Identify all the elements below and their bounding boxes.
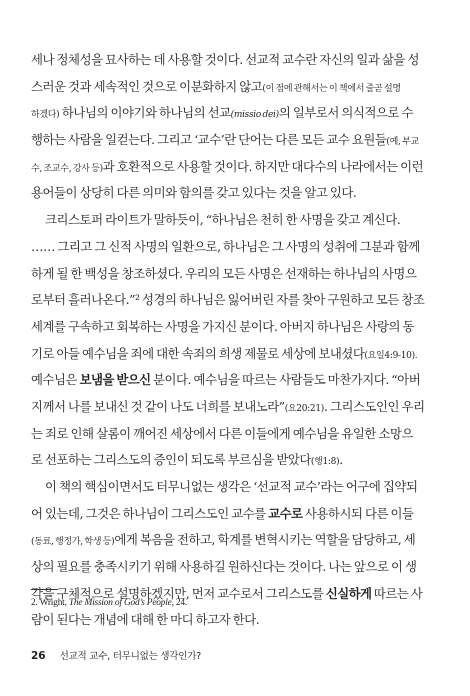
page-footer [31,648,201,662]
scripture-reference: (행1:8) [310,457,340,468]
text-line [31,527,439,554]
page-number: 26 [31,650,46,662]
footnote [31,598,187,608]
text-segment: 로 선포하는 그리스도의 증인이 되도록 부르심을 받았다 [31,452,311,468]
text-line [31,607,439,634]
footnote-divider [31,589,58,590]
text-line [31,287,439,314]
text-line [31,47,439,74]
text-segment: 어 있는데, 그것은 하나님이 그리스도인 교수를 [31,505,269,521]
text-segment: 크리스토퍼 라이트가 말하듯이, “하나님은 천히 한 사명을 갖고 계신다. [45,212,401,228]
text-segment: 예수님은 [31,372,80,388]
text-line [31,314,439,341]
parenthetical-note: (동료, 행정가, 학생 등) [31,537,115,548]
text-line [31,74,439,101]
text-segment: 과 호환적으로 사용할 것이다. 하지만 대다수의 나라에서는 이런 [102,158,424,174]
text-segment: 기로 아들 예수님을 죄에 대한 속죄의 희생 제물로 세상에 보내셨다 [31,345,365,361]
text-line [31,234,439,261]
text-segment: 는 죄로 인해 살롬이 깨어진 세상에서 다른 이들에게 예수님을 유일한 소망으 [31,425,413,441]
emphasis-text: 보냄을 받으신 [79,372,151,388]
text-line [31,367,439,394]
text-segment: . 그리스도인인 우리 [323,398,425,414]
text-segment: . [339,452,343,468]
text-line [31,341,439,368]
text-segment: 하게 될 한 백성을 창조하셨다. 우리의 모든 사명은 선재하는 하나님의 사명으 [31,265,417,281]
body-text [31,47,439,634]
footnote-suffix: , 24. [171,598,188,608]
text-segment: 행하는 사람을 일컫는다. 그리고 ‘교수’란 단어는 다른 모든 교수 요원들 [31,132,387,148]
text-segment: 상의 필요를 충족시키기 위해 사용하길 원하신다는 것이다. 나는 앞으로 이 생 [31,559,417,575]
text-line [31,261,439,288]
text-segment: 람이 된다는 개념에 대해 한 마디 하고자 한다. [31,612,260,628]
parenthetical-note: 수, 조교수, 강사 등) [31,163,103,174]
text-line [31,394,439,421]
emphasis-text: 신실하게 [325,585,372,601]
scripture-reference: (요20:21) [284,403,324,414]
text-segment: 의 일부로서 의식적으로 수 [278,105,414,121]
parenthetical-note: (예, 부교 [386,137,419,148]
emphasis-text: 교수로 [268,505,303,521]
text-line [31,154,439,181]
parenthetical-note: (이 점에 관해서는 이 책에서 줄곧 설명 [262,83,401,94]
text-segment: 세나 정체성을 묘사하는 데 사용할 것이다. 선교적 교수란 자신의 일과 삶을 성 [31,52,419,67]
text-segment: 이 책의 핵심이면서도 터무니없는 생각은 ‘선교적 교수’라는 어구에 집약되 [45,479,418,494]
text-line [31,501,439,528]
text-segment: 각을 구체적으로 설명하겠지만, 먼저 교수로서 그리스도를 [31,585,326,601]
text-segment: 하나님의 이야기와 하나님의 선교 [59,105,231,121]
text-segment: 로부터 흘러나온다.”² 성경의 하나님은 잃어버린 자를 찾아 구원하고 모든 창조 [31,292,425,308]
latin-term: (missio dei) [230,110,279,121]
text-line [31,100,439,127]
footnote-prefix: 2. Wright, [31,598,69,608]
text-line [31,474,439,501]
text-line [31,421,439,448]
text-line [31,447,439,474]
text-segment: 스러운 것과 세속적인 것으로 이분화하지 않고 [31,78,263,94]
text-line [31,207,439,234]
text-segment: 에게 복음을 전하고, 학계를 변혁시키는 역할을 담당하고, 세 [114,532,416,548]
text-line [31,554,439,581]
text-segment: 세계를 구속하고 회복하는 사명을 가지신 분이다. 아버지 하나님은 사랑의 동 [31,318,414,334]
running-title: 선교적 교수, 터무니없는 생각인가? [59,651,201,662]
text-segment: 사용하시되 다른 이들 [302,505,414,521]
text-segment: …… 그리고 그 신적 사명의 일환으로, 하나님은 그 사명의 성취에 그분과 함께 [31,238,420,254]
scripture-reference: (요일4:9-10). [364,350,418,361]
text-line [31,127,439,154]
parenthetical-note: 하겠다) [31,110,60,121]
text-segment: 따르는 사 [371,585,423,601]
footnote-book-title: The Mission of God’s People [68,598,172,608]
text-segment: 분이다. 예수님을 따르는 사람들도 마찬가지다. “아버 [150,372,421,388]
text-segment: 용어들이 상당히 다른 의미와 함의를 갖고 있다는 것을 알고 있다. [31,185,357,201]
text-line [31,180,439,207]
text-segment: 지께서 나를 보내신 것 같이 나도 너희를 보내노라” [31,398,285,414]
